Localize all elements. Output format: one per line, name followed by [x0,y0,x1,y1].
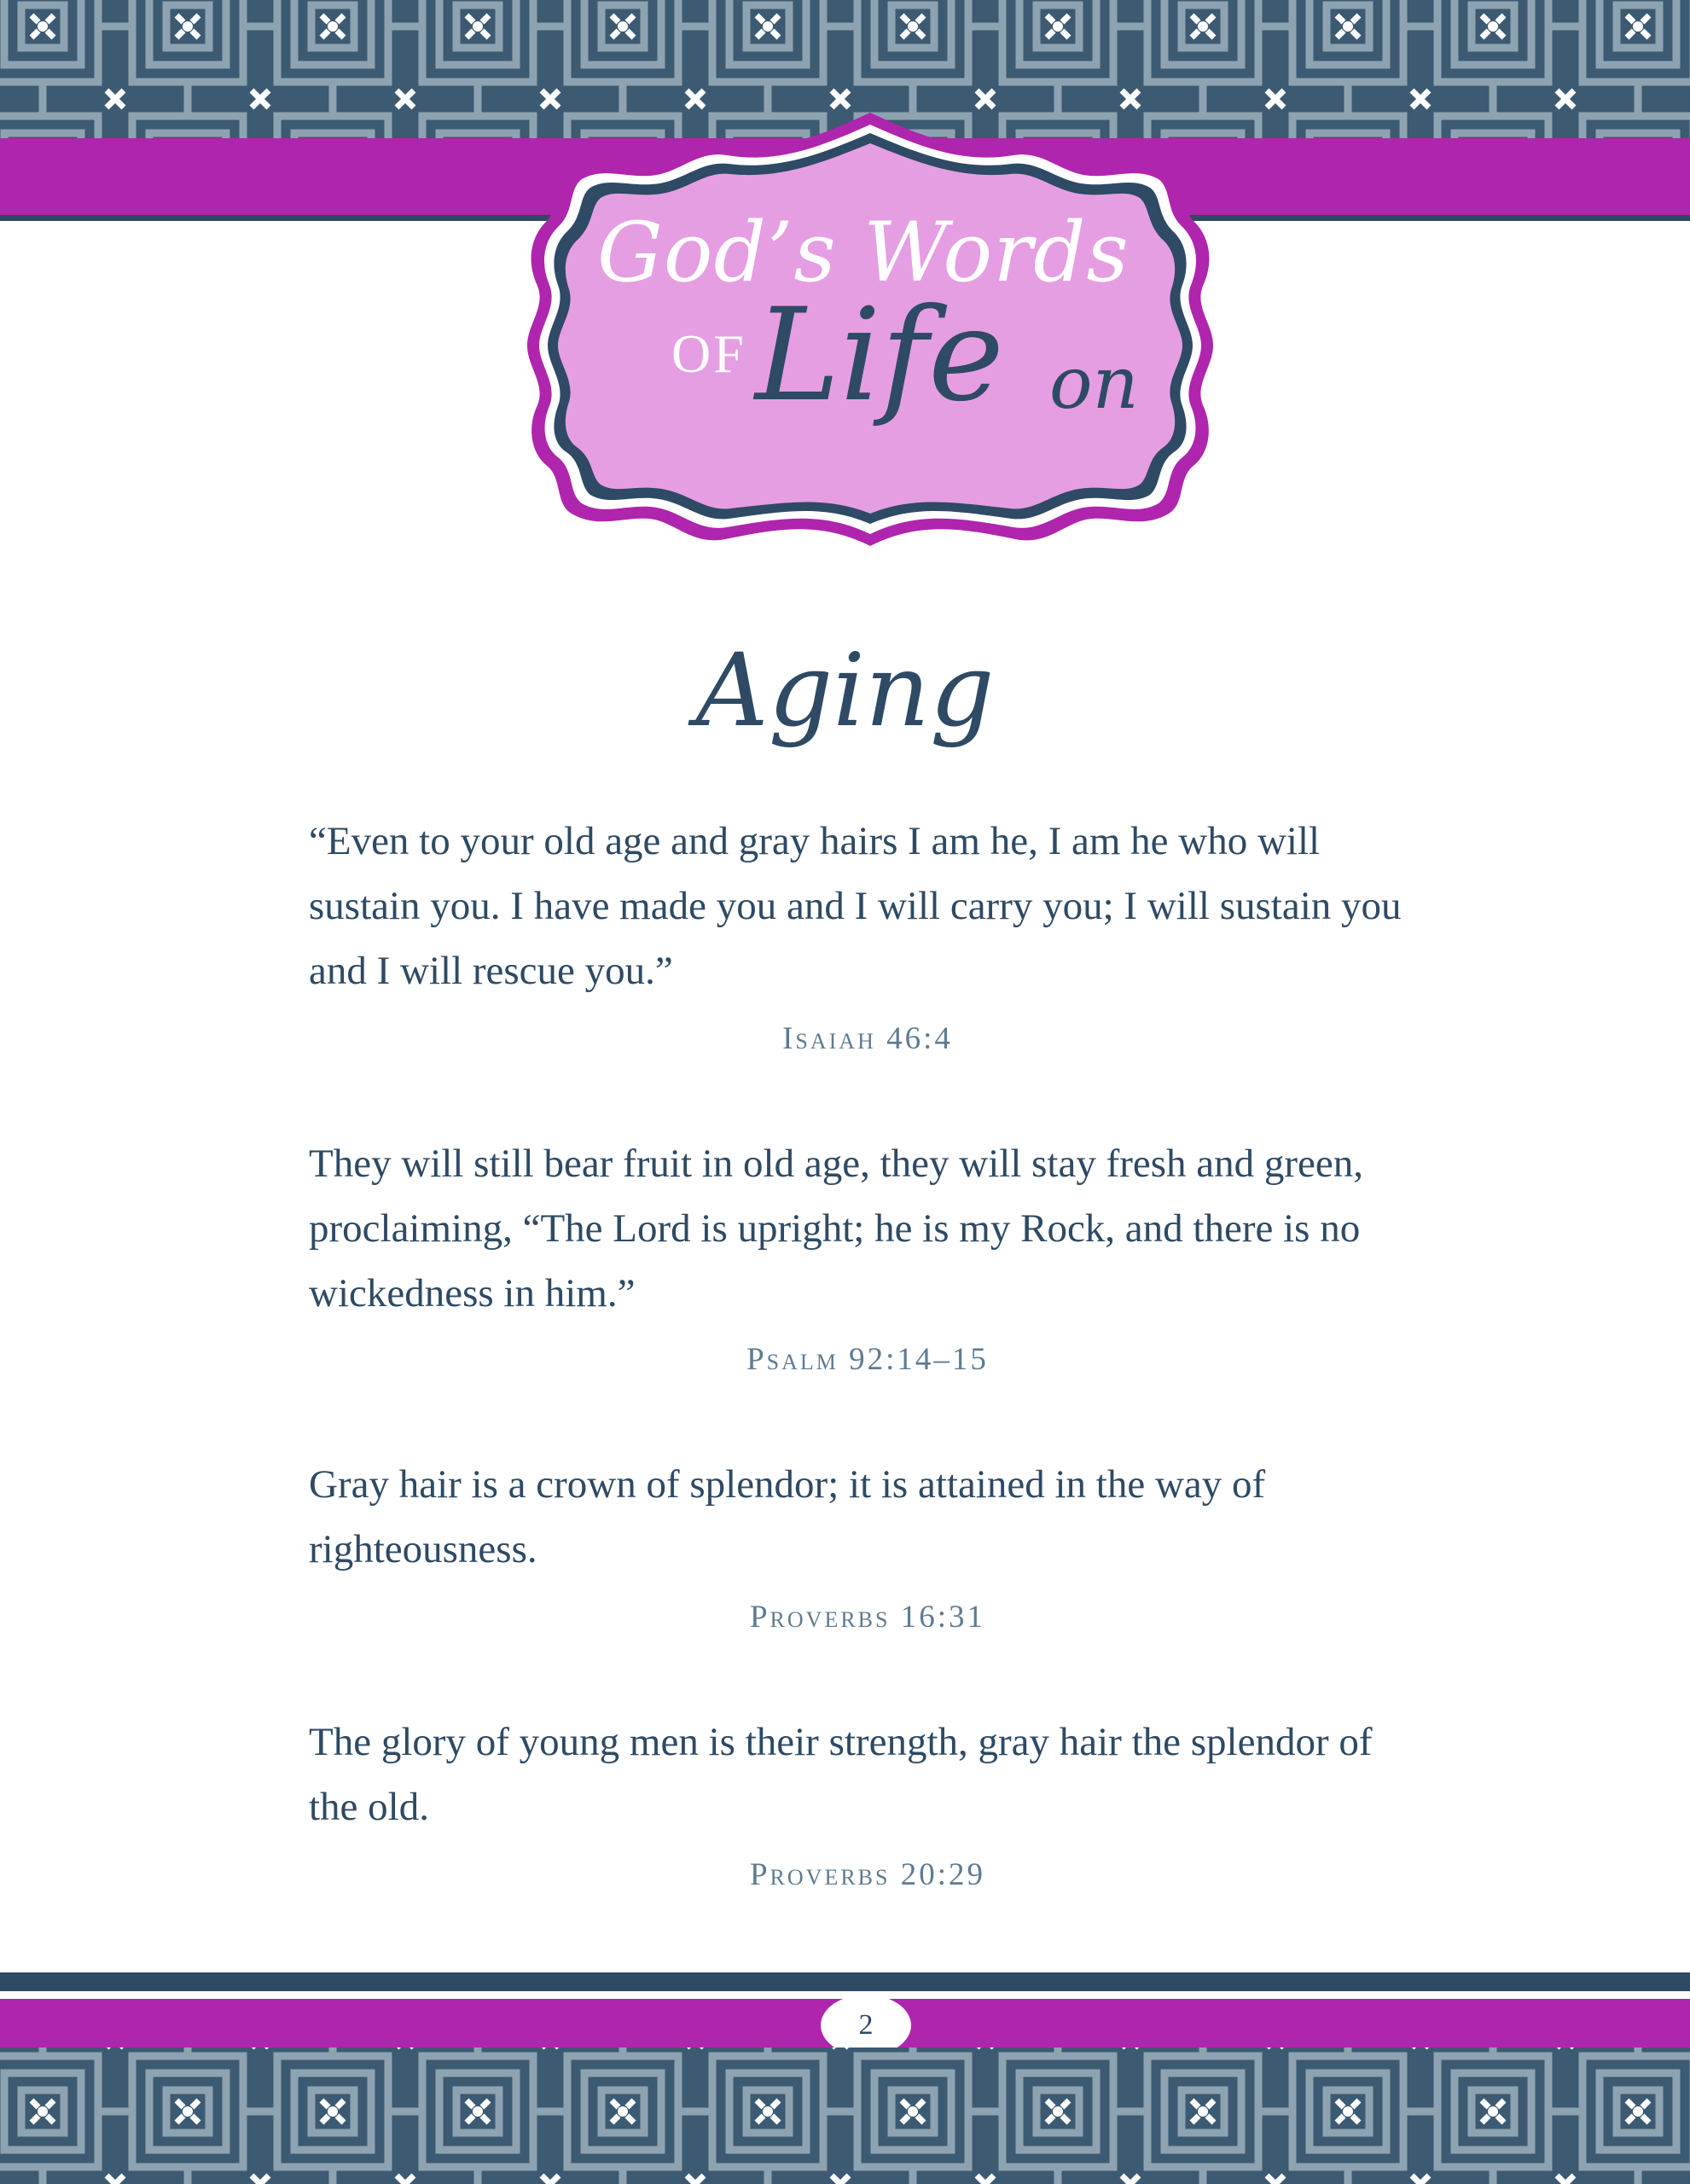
verse-item [309,1131,1418,1380]
series-title-line1: God’s Words [597,205,1130,300]
verse-item [309,809,1418,1060]
series-title-of: OF [671,323,746,384]
verse-reference: Proverbs 16:31 [749,1600,986,1635]
series-title-on: on [1049,341,1139,425]
verse-list [309,809,1418,1896]
bottom-border-pattern [0,2048,1690,2184]
verse-reference: Psalm 92:14–15 [746,1342,989,1377]
page-title: Aging [695,631,995,749]
verse-item [309,1710,1418,1896]
verse-reference: Isaiah 46:4 [782,1021,953,1056]
verse-text: “Even to your old age and gray hairs I am he, I am he who will sustain you. I have made you and I will carry you; I will sustain you and I will rescue you.” [309,819,1402,993]
bottom-navy-rule [0,1972,1690,1991]
series-title-life: Life [755,282,1004,430]
verse-reference: Proverbs 20:29 [749,1857,986,1892]
verse-text: Gray hair is a crown of splendor; it is attained in the way of righteousness. [309,1462,1266,1571]
verse-text: They will still bear fruit in old age, they will stay fresh and green, proclaiming, “The Lord is upright; he is my Rock, and there is no wickedness in him.” [309,1141,1364,1316]
verse-item [309,1452,1418,1638]
verse-text: The glory of young men is their strength, gray hair the splendor of the old. [309,1720,1373,1829]
page-number: 2 [858,2009,874,2041]
